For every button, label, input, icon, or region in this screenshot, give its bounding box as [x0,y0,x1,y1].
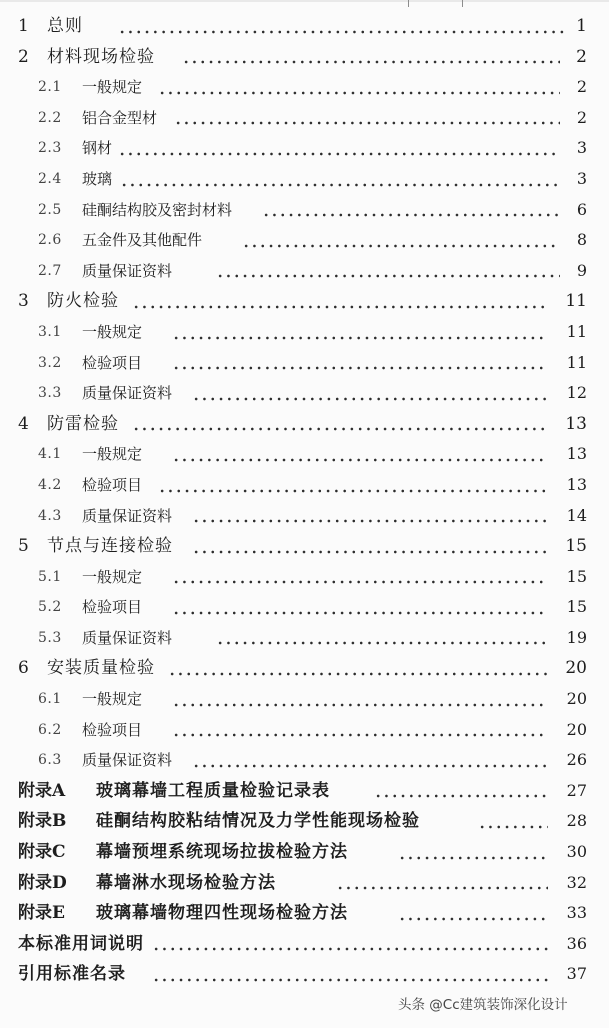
toc-entry-page-number: 3 [576,138,587,158]
toc-entry-number: 6.1 [38,691,62,708]
toc-entry[interactable] [0,531,609,562]
toc-entry-title: 五金件及其他配件 [82,231,203,250]
toc-entry-page-number: 33 [566,903,587,923]
toc-entry[interactable] [0,470,609,501]
toc-entry-page-number: 2 [576,107,587,127]
toc-entry[interactable] [0,745,609,776]
dot-leader [192,397,548,401]
toc-entry-number: 附录A [18,780,66,801]
dot-leader [158,91,560,95]
dot-leader [192,519,548,523]
toc-entry-number: 5.2 [38,599,62,616]
toc-entry-number: 5 [18,536,29,557]
toc-entry-title: 硅酮结构胶及密封材料 [82,200,233,219]
toc-entry-number: 5.1 [38,568,62,585]
toc-entry[interactable] [0,133,609,164]
dot-leader [168,672,548,676]
toc-entry-title: 一般规定 [82,322,143,341]
toc-entry-page-number: 2 [576,46,587,67]
toc-entry-number: 附录D [18,872,67,893]
toc-entry-page-number: 12 [566,383,587,403]
dot-leader [192,550,548,554]
toc-entry[interactable] [0,286,609,317]
dot-leader [172,336,548,340]
toc-entry-title: 检验项目 [82,475,143,494]
toc-entry-page-number: 13 [566,474,587,494]
toc-entry-title: 检验项目 [82,598,143,617]
toc-entry-title: 一般规定 [82,445,143,464]
toc-entry[interactable] [0,684,609,715]
dot-leader [182,60,560,64]
toc-entry-title: 防雷检验 [47,413,119,434]
toc-entry-title: 防火检验 [47,291,119,312]
dot-leader [478,825,548,829]
toc-entry-number: 2.2 [38,109,62,126]
dot-leader [336,886,548,890]
toc-entry-page-number: 32 [566,872,587,892]
toc-entry[interactable] [0,72,609,103]
toc-entry-number: 3.1 [38,323,62,340]
toc-entry-page-number: 11 [565,291,587,312]
toc-entry-title: 幕墙预埋系统现场拉拔检验方法 [96,842,348,863]
toc-entry-page-number: 15 [566,597,587,617]
toc-entry[interactable] [0,501,609,532]
toc-entry-number: 1 [18,16,29,36]
toc-entry-page-number: 6 [576,199,587,219]
toc-entry-title: 质量保证资料 [82,506,173,525]
toc-entry[interactable] [0,439,609,470]
dot-leader [262,213,560,217]
dot-leader [172,458,548,462]
top-rule [0,0,609,2]
dot-leader [152,978,548,982]
dot-leader [172,611,548,615]
dot-leader [152,947,548,951]
toc-entry-page-number: 9 [576,260,587,280]
dot-leader [374,794,548,798]
toc-entry-number: 2 [18,46,29,67]
toc-entry-page-number: 37 [566,964,587,984]
toc-entry-number: 2.5 [38,201,62,218]
dot-leader [118,152,560,156]
toc-entry-title: 节点与连接检验 [47,536,173,557]
toc-entry-title: 引用标准名录 [18,964,126,985]
toc-entry-page-number: 8 [576,230,587,250]
toc-entry-page-number: 14 [566,505,587,525]
toc-entry-number: 4 [18,413,29,434]
toc-entry-title: 质量保证资料 [82,261,173,280]
toc-entry-title: 一般规定 [82,78,143,97]
toc-entry-title: 总则 [47,16,83,36]
toc-entry[interactable] [0,715,609,746]
dot-leader [398,856,548,860]
toc-entry[interactable] [0,317,609,348]
dot-leader [158,489,548,493]
toc-entry[interactable] [0,837,609,868]
dot-leader [172,580,548,584]
toc-entry-title: 铝合金型材 [82,108,158,127]
toc-entry-number: 附录C [18,842,66,863]
toc-entry[interactable] [0,348,609,379]
dot-leader [172,703,548,707]
toc-entry[interactable] [0,103,609,134]
dot-leader [398,917,548,921]
toc-entry-page-number: 13 [565,413,587,434]
toc-entry[interactable] [0,959,609,990]
toc-entry-title: 钢材 [82,139,113,158]
toc-entry-title: 检验项目 [82,353,143,372]
dot-leader [216,274,560,278]
toc-entry-page-number: 13 [566,444,587,464]
toc-entry[interactable] [0,898,609,929]
toc-entry-number: 2.3 [38,140,62,157]
toc-entry[interactable] [0,11,609,42]
toc-entry-page-number: 36 [566,933,587,953]
toc-entry-page-number: 20 [565,658,587,679]
dot-leader [242,244,560,248]
toc-entry-number: 5.3 [38,629,62,646]
toc-entry-page-number: 28 [566,811,587,831]
toc-entry-number: 6 [18,658,29,679]
toc-entry[interactable] [0,409,609,440]
toc-entry-title: 本标准用词说明 [18,933,144,954]
toc-entry-title: 材料现场检验 [47,46,155,67]
toc-entry-page-number: 30 [566,842,587,862]
toc-entry[interactable] [0,868,609,899]
toc-entry-title: 质量保证资料 [82,628,173,647]
toc-entry-title: 一般规定 [82,690,143,709]
toc-entry-title: 玻璃 [82,169,113,188]
toc-entry-number: 4.1 [38,446,62,463]
toc-entry[interactable] [0,378,609,409]
dot-leader [118,30,564,34]
dot-leader [174,121,560,125]
toc-entry-number: 3.3 [38,385,62,402]
toc-entry[interactable] [0,562,609,593]
toc-entry-number: 2.7 [38,262,62,279]
dot-leader [172,733,548,737]
toc-entry-page-number: 26 [566,750,587,770]
toc-entry-number: 6.2 [38,721,62,738]
toc-entry[interactable] [0,929,609,960]
toc-entry[interactable] [0,776,609,807]
toc-entry-title: 玻璃幕墙工程质量检验记录表 [96,780,330,801]
toc-entry-number: 6.3 [38,752,62,769]
dot-leader [132,305,548,309]
toc-entry-title: 质量保证资料 [82,384,173,403]
dot-leader [172,366,548,370]
toc-entry[interactable] [0,42,609,73]
toc-entry[interactable] [0,806,609,837]
toc-entry[interactable] [0,653,609,684]
toc-entry[interactable] [0,164,609,195]
toc-entry-number: 4.3 [38,507,62,524]
toc-entry-page-number: 1 [576,16,587,36]
toc-entry-page-number: 2 [576,77,587,97]
toc-entry-number: 3 [18,291,29,312]
toc-entry-number: 4.2 [38,476,62,493]
toc-entry-page-number: 11 [566,352,587,372]
top-tick-mark [462,0,463,7]
toc-entry-page-number: 11 [566,321,587,341]
dot-leader [132,427,548,431]
toc-entry-number: 2.1 [38,79,62,96]
toc-entry[interactable] [0,225,609,256]
toc-entry-page-number: 3 [576,168,587,188]
toc-entry-page-number: 15 [566,566,587,586]
toc-entry-title: 检验项目 [82,720,143,739]
top-tick-mark [408,0,409,7]
toc-entry[interactable] [0,256,609,287]
toc-entry-title: 幕墙淋水现场检验方法 [96,872,276,893]
toc-entry-title: 安装质量检验 [47,658,155,679]
toc-entry-page-number: 20 [566,689,587,709]
toc-entry-title: 硅酮结构胶粘结情况及力学性能现场检验 [96,811,420,832]
toc-entry-title: 一般规定 [82,567,143,586]
toc-entry[interactable] [0,623,609,654]
toc-entry[interactable] [0,195,609,226]
toc-entry-page-number: 15 [565,536,587,557]
toc-entry-page-number: 19 [566,627,587,647]
toc-entry-page-number: 27 [566,780,587,800]
toc-entry-page-number: 20 [566,719,587,739]
dot-leader [192,764,548,768]
watermark: 头条 @Cc建筑装饰深化设计 [398,997,568,1013]
toc-entry-number: 3.2 [38,354,62,371]
toc-entry[interactable] [0,592,609,623]
dot-leader [120,183,560,187]
dot-leader [216,641,548,645]
toc-entry-number: 2.6 [38,232,62,249]
toc-entry-number: 2.4 [38,170,62,187]
toc-entry-number: 附录E [18,903,65,924]
toc-entry-title: 玻璃幕墙物理四性现场检验方法 [96,903,348,924]
toc-entry-number: 附录B [18,811,67,832]
table-of-contents [0,11,609,990]
toc-entry-title: 质量保证资料 [82,751,173,770]
